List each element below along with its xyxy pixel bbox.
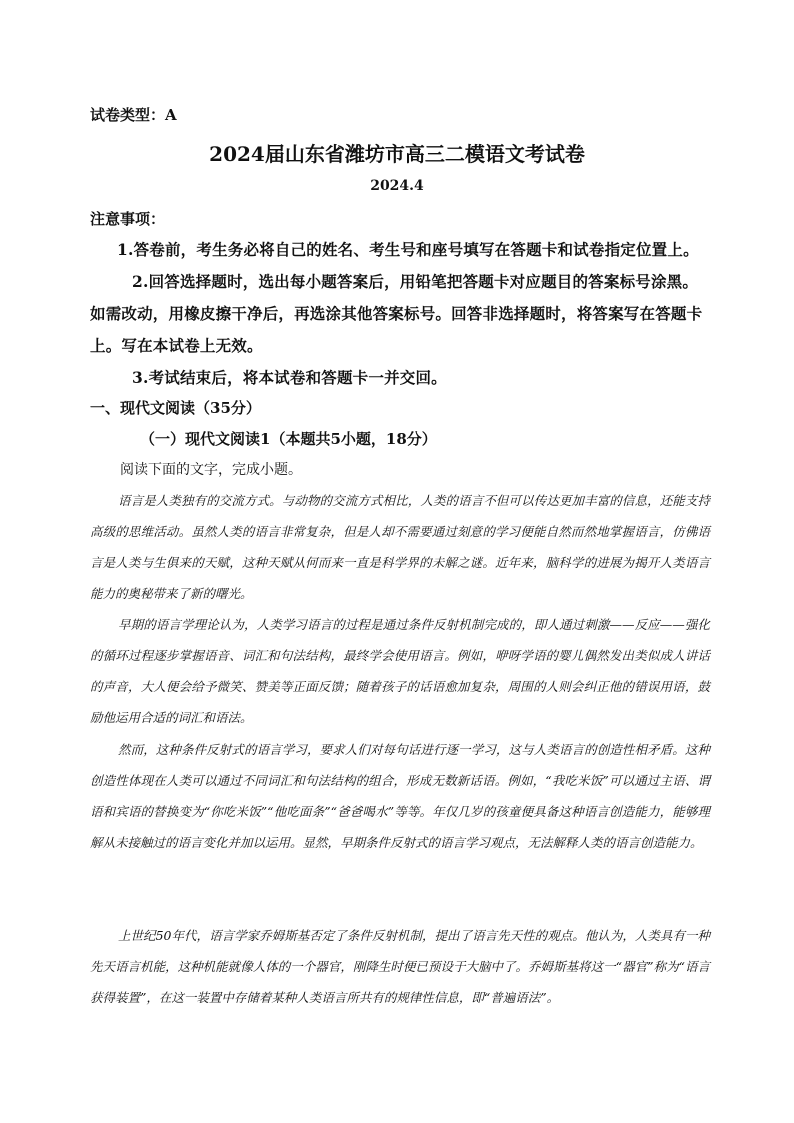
notice-item-2-line-3: 上。写在本试卷上无效。 <box>90 336 263 355</box>
notice-item-2-line-2: 如需改动，用橡皮擦干净后，再选涂其他答案标号。回答非选择题时，将答案写在答题卡 <box>90 304 703 323</box>
notice-heading: 注意事项： <box>90 210 166 228</box>
sub-section-heading: （一）现代文阅读1（本题共5小题，18分） <box>140 430 437 448</box>
reading-instruction: 阅读下面的文字，完成小题。 <box>120 462 302 478</box>
notice-item-2-line-1: 2.回答选择题时，选出每小题答案后，用铅笔把答题卡对应题目的答案标号涂黑。 <box>132 272 699 291</box>
exam-title: 2024届山东省潍坊市高三二模语文考试卷 <box>209 142 585 166</box>
exam-date: 2024.4 <box>370 178 424 194</box>
passage-paragraph-2: 早期的语言学理论认为，人类学习语言的过程是通过条件反射机制完成的，即人通过刺激——反应——强化的循环过程逐步掌握语音、词汇和句法结构，最终学会使用语言。例如，咿呀学语的婴儿偶然发出类似成人讲话的声音，大人便会给予微笑、赞美等正面反馈；随着孩子的话语愈加复杂，周围的人则会纠正他的错误用语，鼓励他运用合适的词汇和语法。 <box>90 617 710 725</box>
notice-item-1: 1.答卷前，考生务必将自己的姓名、考生号和座号填写在答题卡和试卷指定位置上。 <box>117 240 699 259</box>
paper-type-label: 试卷类型：A <box>90 106 177 124</box>
passage-paragraph-1: 语言是人类独有的交流方式。与动物的交流方式相比，人类的语言不但可以传达更加丰富的信息，还能支持高级的思维活动。虽然人类的语言非常复杂，但是人却不需要通过刻意的学习便能自然而然地掌握语言，仿佛语言是人类与生俱来的天赋，这种天赋从何而来一直是科学界的未解之谜。近年来，脑科学的进展为揭开人类语言能力的奥秘带来了新的曙光。 <box>90 493 710 601</box>
passage-paragraph-3: 然而，这种条件反射式的语言学习，要求人们对每句话进行逐一学习，这与人类语言的创造性相矛盾。这种创造性体现在人类可以通过不同词汇和句法结构的组合，形成无数新话语。例如，“我吃米饭”可以通过主语、谓语和宾语的替换变为“你吃米饭”“他吃面条”“爸爸喝水”等等。年仅几岁的孩童便具备这种语言创造能力，能够理解从未接触过的语言变化并加以运用。显然，早期条件反射式的语言学习观点，无法解释人类的语言创造能力。 <box>90 742 710 850</box>
section-heading: 一、现代文阅读（35分） <box>90 399 261 417</box>
notice-item-3: 3.考试结束后，将本试卷和答题卡一并交回。 <box>132 368 447 387</box>
passage-paragraph-4: 上世纪50年代，语言学家乔姆斯基否定了条件反射机制，提出了语言先天性的观点。他认为，人类具有一种先天语言机能，这种机能就像人体的一个器官，刚降生时便已预设于大脑中了。乔姆斯基将这一“器官”称为“语言获得装置”，在这一装置中存储着某种人类语言所共有的规律性信息，即“普遍语法”。 <box>90 928 710 1005</box>
